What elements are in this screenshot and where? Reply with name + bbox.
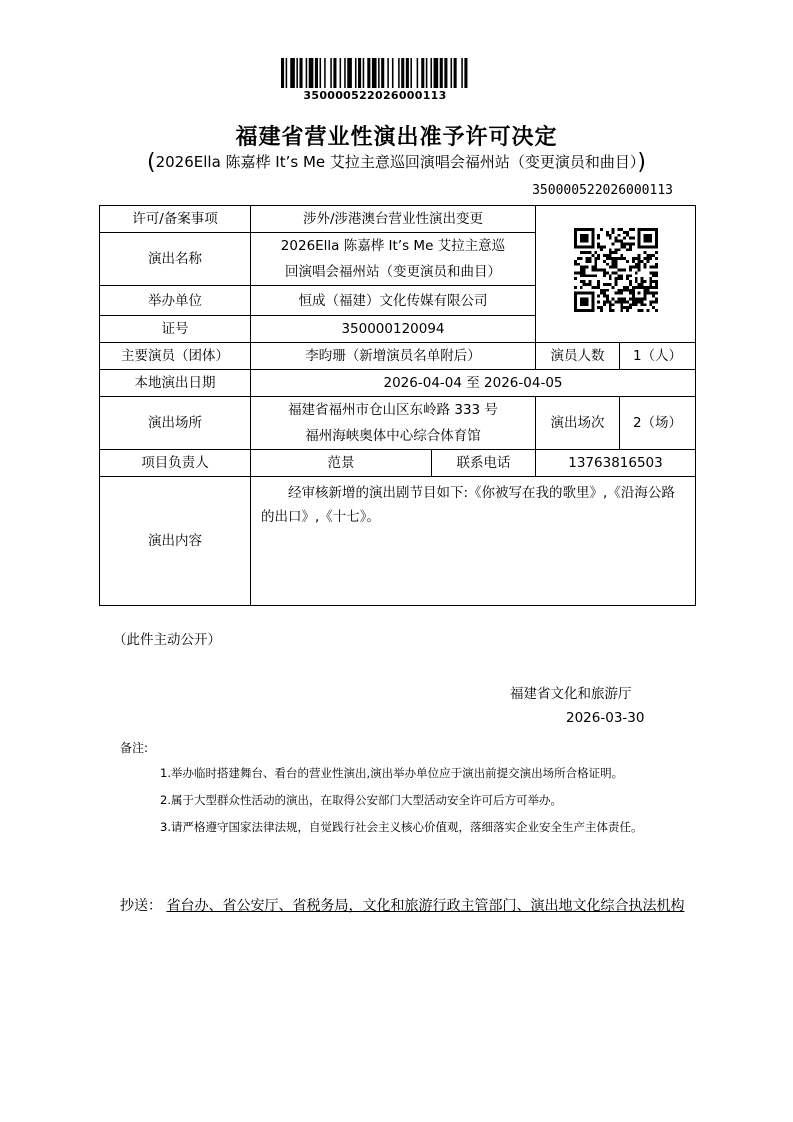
sessions-label: 演出场次: [536, 397, 620, 450]
name-value: [251, 233, 536, 286]
barcode-number: 350000522026000113: [303, 89, 447, 102]
venue-label: 演出场所: [100, 397, 251, 450]
subtitle-open-paren: (: [147, 150, 156, 175]
carbon-copy: [120, 893, 690, 919]
subtitle-close-paren: ): [637, 150, 646, 175]
document-number: 350000522026000113: [532, 183, 673, 198]
remark-item: 1.举办临时搭建舞台、看台的营业性演出,演出举办单位应于演出前提交演出场所合格证明。: [160, 766, 624, 780]
remark-label: 备注:: [120, 741, 149, 755]
manager-label: 项目负责人: [100, 450, 251, 477]
qr-code: [574, 228, 658, 312]
performer-value: 李昀珊（新增演员名单附后）: [251, 343, 536, 370]
license-value: 涉外/涉港澳台营业性演出变更: [251, 206, 536, 233]
license-label: 许可/备案事项: [100, 206, 251, 233]
cert-label: 证号: [100, 316, 251, 343]
venue-line2: 福州海峡奥体中心综合体育馆: [305, 428, 481, 444]
document-subtitle: [0, 150, 793, 175]
organizer-value: 恒成（福建）文化传媒有限公司: [251, 286, 536, 316]
venue-value: [251, 397, 536, 450]
phone-value: 13763816503: [536, 450, 696, 477]
public-note: （此件主动公开）: [113, 632, 221, 648]
manager-value: 范景: [251, 450, 432, 477]
phone-label: 联系电话: [432, 450, 536, 477]
date-label: 本地演出日期: [100, 370, 251, 397]
cert-value: 350000120094: [251, 316, 536, 343]
date-value: 2026-04-04 至 2026-04-05: [251, 370, 696, 397]
subtitle-text: 2026Ella 陈嘉桦 It’s Me 艾拉主意巡回演唱会福州站（变更演员和曲目）: [155, 153, 638, 171]
qr-code-cell: [536, 206, 696, 343]
organizer-label: 举办单位: [100, 286, 251, 316]
issuer: 福建省文化和旅游厅: [510, 686, 632, 702]
remark-item: 2.属于大型群众性活动的演出，在取得公安部门大型活动安全许可后方可举办。: [160, 793, 562, 807]
content-value: 经审核新增的演出剧节目如下:《你被写在我的歌里》,《沿海公路的出口》,《十七》。: [251, 477, 696, 606]
document-title: 福建省营业性演出准予许可决定: [235, 125, 558, 150]
name-value-line1: 2026Ella 陈嘉桦 It’s Me 艾拉主意巡: [280, 238, 506, 254]
sessions-value: 2（场）: [620, 397, 696, 450]
name-label: 演出名称: [100, 233, 251, 286]
content-label: 演出内容: [100, 477, 251, 606]
issue-date: 2026-03-30: [566, 710, 645, 726]
license-table: [99, 205, 696, 606]
name-value-line2: 回演唱会福州站（变更演员和曲目）: [285, 264, 501, 280]
performer-label: 主要演员（团体）: [100, 343, 251, 370]
barcode: [281, 58, 469, 88]
cc-recipients: 省台办、省公安厅、省税务局，文化和旅游行政主管部门、演出地文化综合执法机构: [166, 898, 685, 914]
performer-count-value: 1（人）: [620, 343, 696, 370]
performer-count-label: 演员人数: [536, 343, 620, 370]
remark-item: 3.请严格遵守国家法律法规，自觉践行社会主义核心价值观，落细落实企业安全生产主体责任。: [160, 820, 643, 834]
venue-line1: 福建省福州市仓山区东岭路 333 号: [288, 402, 498, 418]
cc-label: 抄送：: [120, 898, 162, 914]
